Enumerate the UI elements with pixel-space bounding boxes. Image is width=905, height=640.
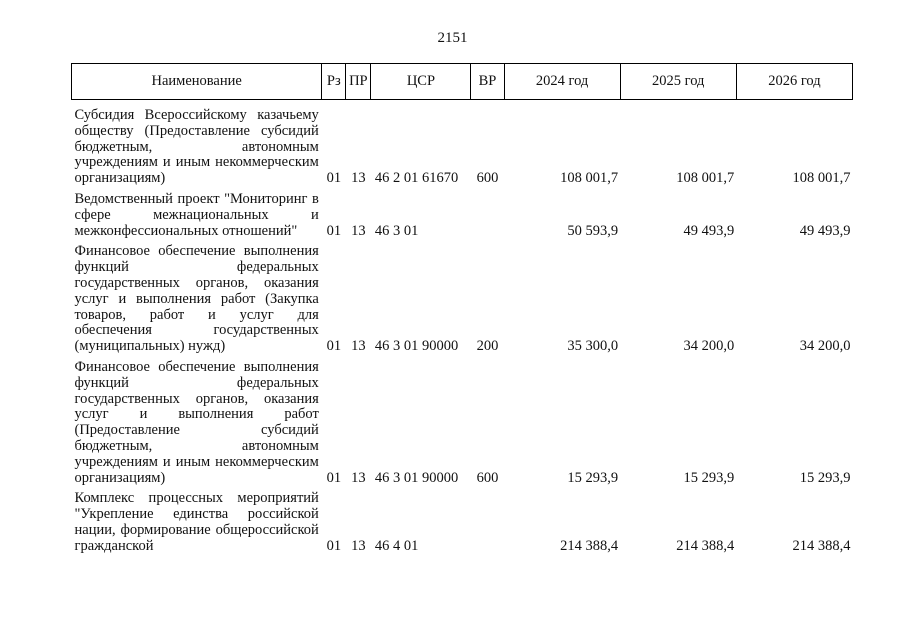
row-pr: 13 [351, 222, 366, 239]
row-vr: 600 [476, 170, 499, 187]
row-name: Финансовое обеспечение выполнения функций федеральных государственных органов, оказания услуг и выполнения работ (Предоставление субсидий бюджетным, автономным учреждениям и иным некоммерческим организациям) [74, 358, 319, 486]
row-rz: 01 [326, 469, 342, 486]
row-pr: 13 [351, 537, 366, 554]
row-pr: 13 [351, 170, 366, 187]
row-vr [471, 491, 504, 559]
row-pr: 13 [351, 338, 366, 355]
row-rz: 01 [326, 170, 342, 187]
row-rz: 01 [326, 338, 342, 355]
row-2025: 15 293,9 [683, 469, 735, 486]
row-csr: 46 3 01 [374, 222, 419, 239]
row-2025: 214 388,4 [676, 537, 735, 554]
row-vr: 600 [476, 469, 499, 486]
header-2024: 2024 год [504, 64, 620, 100]
row-2025: 49 493,9 [683, 222, 735, 239]
row-name: Комплекс процессных мероприятий "Укрепление единства российской нации, формирование общероссийской гражданской [74, 490, 319, 554]
row-name: Финансовое обеспечение выполнения функций федеральных государственных органов, оказания услуг и выполнения работ (Закупка товаров, работ и услуг для обеспечения государственных (муниципальных) нужд) [74, 243, 319, 355]
row-2025: 108 001,7 [676, 170, 735, 187]
budget-table [71, 63, 853, 560]
row-2024: 15 293,9 [567, 469, 619, 486]
row-csr: 46 3 01 90000 [374, 469, 459, 486]
row-2024: 50 593,9 [567, 222, 619, 239]
row-2026: 49 493,9 [799, 222, 851, 239]
row-rz: 01 [326, 222, 342, 239]
row-rz: 01 [326, 537, 342, 554]
row-2024: 108 001,7 [560, 170, 619, 187]
header-name: Наименование [72, 64, 322, 100]
row-2026: 15 293,9 [799, 469, 851, 486]
header-rz: Рз [322, 64, 346, 100]
header-pr: ПР [346, 64, 371, 100]
row-2025: 34 200,0 [683, 338, 735, 355]
row-csr: 46 2 01 61670 [374, 170, 459, 187]
header-vr: ВР [471, 64, 504, 100]
row-vr: 200 [476, 338, 499, 355]
row-2026: 34 200,0 [799, 338, 851, 355]
row-pr: 13 [351, 469, 366, 486]
row-name: Ведомственный проект "Мониторинг в сфере межнациональных и межконфессиональных отношений" [74, 190, 319, 239]
row-2024: 35 300,0 [567, 338, 619, 355]
table-header-row [72, 64, 853, 100]
header-2025: 2025 год [620, 64, 736, 100]
row-csr: 46 4 01 [374, 537, 419, 554]
header-2026: 2026 год [736, 64, 852, 100]
table-row [72, 100, 853, 192]
row-csr: 46 3 01 90000 [374, 338, 459, 355]
table-row [72, 491, 853, 559]
row-2024: 214 388,4 [560, 537, 619, 554]
table-row [72, 360, 853, 491]
row-name: Субсидия Всероссийскому казачьему обществу (Предоставление субсидий бюджетным, автономным учреждениям и иным некоммерческим организациям) [74, 107, 319, 187]
page-number: 2151 [437, 30, 468, 46]
row-2026: 214 388,4 [792, 537, 851, 554]
table-row [72, 244, 853, 360]
header-csr: ЦСР [371, 64, 471, 100]
row-vr [471, 192, 504, 244]
row-2026: 108 001,7 [792, 170, 851, 187]
table-row [72, 192, 853, 244]
